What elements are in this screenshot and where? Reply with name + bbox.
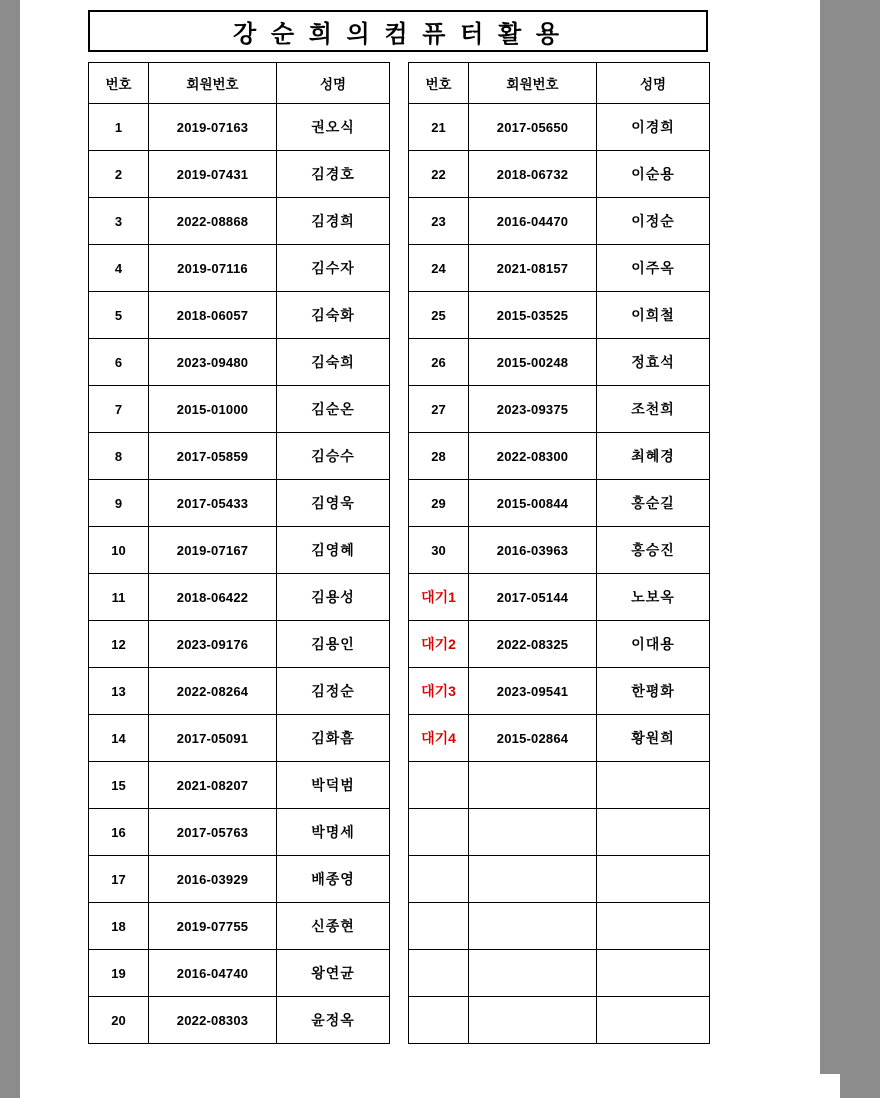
cell-number: 11 xyxy=(89,574,149,621)
cell-member-id: 2015-03525 xyxy=(469,292,597,339)
cell-number: 10 xyxy=(89,527,149,574)
cell-name: 김숙희 xyxy=(277,339,390,386)
table-row xyxy=(89,856,390,903)
cell-name: 김용성 xyxy=(277,574,390,621)
table-row xyxy=(89,339,390,386)
table-row xyxy=(89,198,390,245)
cell-member-id: 2016-03963 xyxy=(469,527,597,574)
cell-number: 대기1 xyxy=(409,574,469,621)
table-row xyxy=(409,527,710,574)
cell-member-id: 2017-05650 xyxy=(469,104,597,151)
table-row xyxy=(89,104,390,151)
cell-member-id: 2023-09176 xyxy=(149,621,277,668)
cell-empty xyxy=(469,762,597,809)
cell-number: 대기4 xyxy=(409,715,469,762)
table-row xyxy=(89,245,390,292)
table-row xyxy=(409,574,710,621)
cell-member-id: 2017-05091 xyxy=(149,715,277,762)
cell-member-id: 2018-06422 xyxy=(149,574,277,621)
cell-number: 8 xyxy=(89,433,149,480)
table-row xyxy=(409,856,710,903)
cell-name: 김수자 xyxy=(277,245,390,292)
cell-member-id: 2022-08300 xyxy=(469,433,597,480)
cell-number: 23 xyxy=(409,198,469,245)
cell-empty xyxy=(409,997,469,1044)
cell-name: 이대용 xyxy=(597,621,710,668)
cell-number: 13 xyxy=(89,668,149,715)
table-row xyxy=(409,950,710,997)
cell-member-id: 2022-08868 xyxy=(149,198,277,245)
table-row xyxy=(89,574,390,621)
cell-name: 신종현 xyxy=(277,903,390,950)
column-header-member-id: 회원번호 xyxy=(149,63,277,104)
member-tables xyxy=(88,62,708,1044)
cell-number: 27 xyxy=(409,386,469,433)
column-header-name: 성명 xyxy=(277,63,390,104)
cell-name: 김화흠 xyxy=(277,715,390,762)
cell-empty xyxy=(469,856,597,903)
cell-member-id: 2019-07755 xyxy=(149,903,277,950)
cell-member-id: 2016-04470 xyxy=(469,198,597,245)
table-row xyxy=(89,527,390,574)
table-row xyxy=(89,668,390,715)
table-row xyxy=(409,151,710,198)
cell-name: 권오식 xyxy=(277,104,390,151)
cell-name: 홍순길 xyxy=(597,480,710,527)
cell-empty xyxy=(469,809,597,856)
cell-member-id: 2022-08264 xyxy=(149,668,277,715)
cell-number: 1 xyxy=(89,104,149,151)
column-header-member-id: 회원번호 xyxy=(469,63,597,104)
cell-number: 14 xyxy=(89,715,149,762)
cell-name: 박명세 xyxy=(277,809,390,856)
cell-name: 조천희 xyxy=(597,386,710,433)
table-row xyxy=(409,668,710,715)
cell-name: 정효석 xyxy=(597,339,710,386)
cell-empty xyxy=(597,997,710,1044)
cell-number: 19 xyxy=(89,950,149,997)
cell-empty xyxy=(469,950,597,997)
cell-name: 이순용 xyxy=(597,151,710,198)
cell-member-id: 2023-09541 xyxy=(469,668,597,715)
cell-number: 28 xyxy=(409,433,469,480)
cell-member-id: 2018-06732 xyxy=(469,151,597,198)
page-margin-right xyxy=(820,0,880,1098)
cell-member-id: 2019-07431 xyxy=(149,151,277,198)
cell-name: 한평화 xyxy=(597,668,710,715)
cell-empty xyxy=(597,762,710,809)
table-row xyxy=(409,245,710,292)
cell-number: 대기3 xyxy=(409,668,469,715)
cell-number: 22 xyxy=(409,151,469,198)
cell-name: 김순온 xyxy=(277,386,390,433)
cell-empty xyxy=(469,997,597,1044)
cell-member-id: 2022-08325 xyxy=(469,621,597,668)
cell-empty xyxy=(409,856,469,903)
cell-member-id: 2017-05144 xyxy=(469,574,597,621)
cell-number: 24 xyxy=(409,245,469,292)
cell-member-id: 2018-06057 xyxy=(149,292,277,339)
table-row xyxy=(409,198,710,245)
page-margin-left xyxy=(0,0,20,1098)
member-table-right-body xyxy=(409,104,710,1044)
cell-number: 25 xyxy=(409,292,469,339)
cell-name: 이주옥 xyxy=(597,245,710,292)
cell-number: 4 xyxy=(89,245,149,292)
cell-member-id: 2019-07116 xyxy=(149,245,277,292)
cell-empty xyxy=(597,856,710,903)
cell-number: 2 xyxy=(89,151,149,198)
table-row xyxy=(409,386,710,433)
cell-member-id: 2022-08303 xyxy=(149,997,277,1044)
title-box xyxy=(88,10,708,52)
table-row xyxy=(409,997,710,1044)
table-header-row xyxy=(409,63,710,104)
table-row xyxy=(409,339,710,386)
table-row xyxy=(409,715,710,762)
cell-name: 김승수 xyxy=(277,433,390,480)
cell-number: 30 xyxy=(409,527,469,574)
table-row xyxy=(89,621,390,668)
cell-name: 왕연균 xyxy=(277,950,390,997)
cell-member-id: 2016-04740 xyxy=(149,950,277,997)
cell-member-id: 2016-03929 xyxy=(149,856,277,903)
cell-member-id: 2023-09480 xyxy=(149,339,277,386)
cell-number: 18 xyxy=(89,903,149,950)
cell-number: 17 xyxy=(89,856,149,903)
page-bottom-area xyxy=(40,1074,840,1098)
cell-name: 황원희 xyxy=(597,715,710,762)
column-header-number: 번호 xyxy=(409,63,469,104)
cell-name: 이희철 xyxy=(597,292,710,339)
table-row xyxy=(89,292,390,339)
cell-member-id: 2023-09375 xyxy=(469,386,597,433)
table-row xyxy=(89,151,390,198)
table-row xyxy=(89,903,390,950)
cell-name: 김정순 xyxy=(277,668,390,715)
table-row xyxy=(89,997,390,1044)
cell-empty xyxy=(409,809,469,856)
cell-name: 김영혜 xyxy=(277,527,390,574)
cell-number: 3 xyxy=(89,198,149,245)
member-table-right xyxy=(408,62,710,1044)
table-row xyxy=(409,762,710,809)
cell-name: 박덕범 xyxy=(277,762,390,809)
cell-member-id: 2015-00248 xyxy=(469,339,597,386)
cell-number: 5 xyxy=(89,292,149,339)
cell-name: 김용인 xyxy=(277,621,390,668)
cell-member-id: 2015-01000 xyxy=(149,386,277,433)
column-header-name: 성명 xyxy=(597,63,710,104)
cell-number: 12 xyxy=(89,621,149,668)
cell-empty xyxy=(597,950,710,997)
cell-number: 16 xyxy=(89,809,149,856)
cell-name: 김숙화 xyxy=(277,292,390,339)
member-table-left xyxy=(88,62,390,1044)
table-row xyxy=(409,433,710,480)
table-header-row xyxy=(89,63,390,104)
cell-number: 대기2 xyxy=(409,621,469,668)
table-row xyxy=(89,386,390,433)
cell-number: 20 xyxy=(89,997,149,1044)
cell-member-id: 2017-05859 xyxy=(149,433,277,480)
table-row xyxy=(89,809,390,856)
cell-empty xyxy=(409,950,469,997)
cell-name: 이경희 xyxy=(597,104,710,151)
cell-number: 21 xyxy=(409,104,469,151)
table-row xyxy=(89,762,390,809)
cell-empty xyxy=(469,903,597,950)
cell-name: 김경호 xyxy=(277,151,390,198)
page-title: 강 순 희 의 컴 퓨 터 활 용 xyxy=(233,20,563,48)
cell-name: 김경희 xyxy=(277,198,390,245)
cell-name: 배종영 xyxy=(277,856,390,903)
member-table-left-body xyxy=(89,104,390,1044)
cell-member-id: 2015-00844 xyxy=(469,480,597,527)
table-row xyxy=(409,104,710,151)
document-page xyxy=(20,0,820,1098)
cell-empty xyxy=(409,762,469,809)
table-row xyxy=(409,292,710,339)
table-row xyxy=(409,809,710,856)
cell-number: 15 xyxy=(89,762,149,809)
table-row xyxy=(409,480,710,527)
cell-number: 7 xyxy=(89,386,149,433)
table-row xyxy=(409,903,710,950)
cell-number: 26 xyxy=(409,339,469,386)
table-row xyxy=(89,715,390,762)
cell-member-id: 2017-05433 xyxy=(149,480,277,527)
cell-member-id: 2021-08157 xyxy=(469,245,597,292)
cell-empty xyxy=(597,903,710,950)
table-row xyxy=(89,433,390,480)
cell-name: 최혜경 xyxy=(597,433,710,480)
column-header-number: 번호 xyxy=(89,63,149,104)
cell-name: 윤정옥 xyxy=(277,997,390,1044)
table-row xyxy=(89,480,390,527)
cell-empty xyxy=(409,903,469,950)
cell-empty xyxy=(597,809,710,856)
cell-member-id: 2021-08207 xyxy=(149,762,277,809)
cell-member-id: 2019-07163 xyxy=(149,104,277,151)
cell-name: 노보옥 xyxy=(597,574,710,621)
cell-number: 6 xyxy=(89,339,149,386)
cell-name: 이정순 xyxy=(597,198,710,245)
cell-member-id: 2017-05763 xyxy=(149,809,277,856)
cell-number: 29 xyxy=(409,480,469,527)
cell-member-id: 2019-07167 xyxy=(149,527,277,574)
cell-name: 홍승진 xyxy=(597,527,710,574)
table-row xyxy=(89,950,390,997)
cell-name: 김영욱 xyxy=(277,480,390,527)
table-row xyxy=(409,621,710,668)
cell-member-id: 2015-02864 xyxy=(469,715,597,762)
cell-number: 9 xyxy=(89,480,149,527)
